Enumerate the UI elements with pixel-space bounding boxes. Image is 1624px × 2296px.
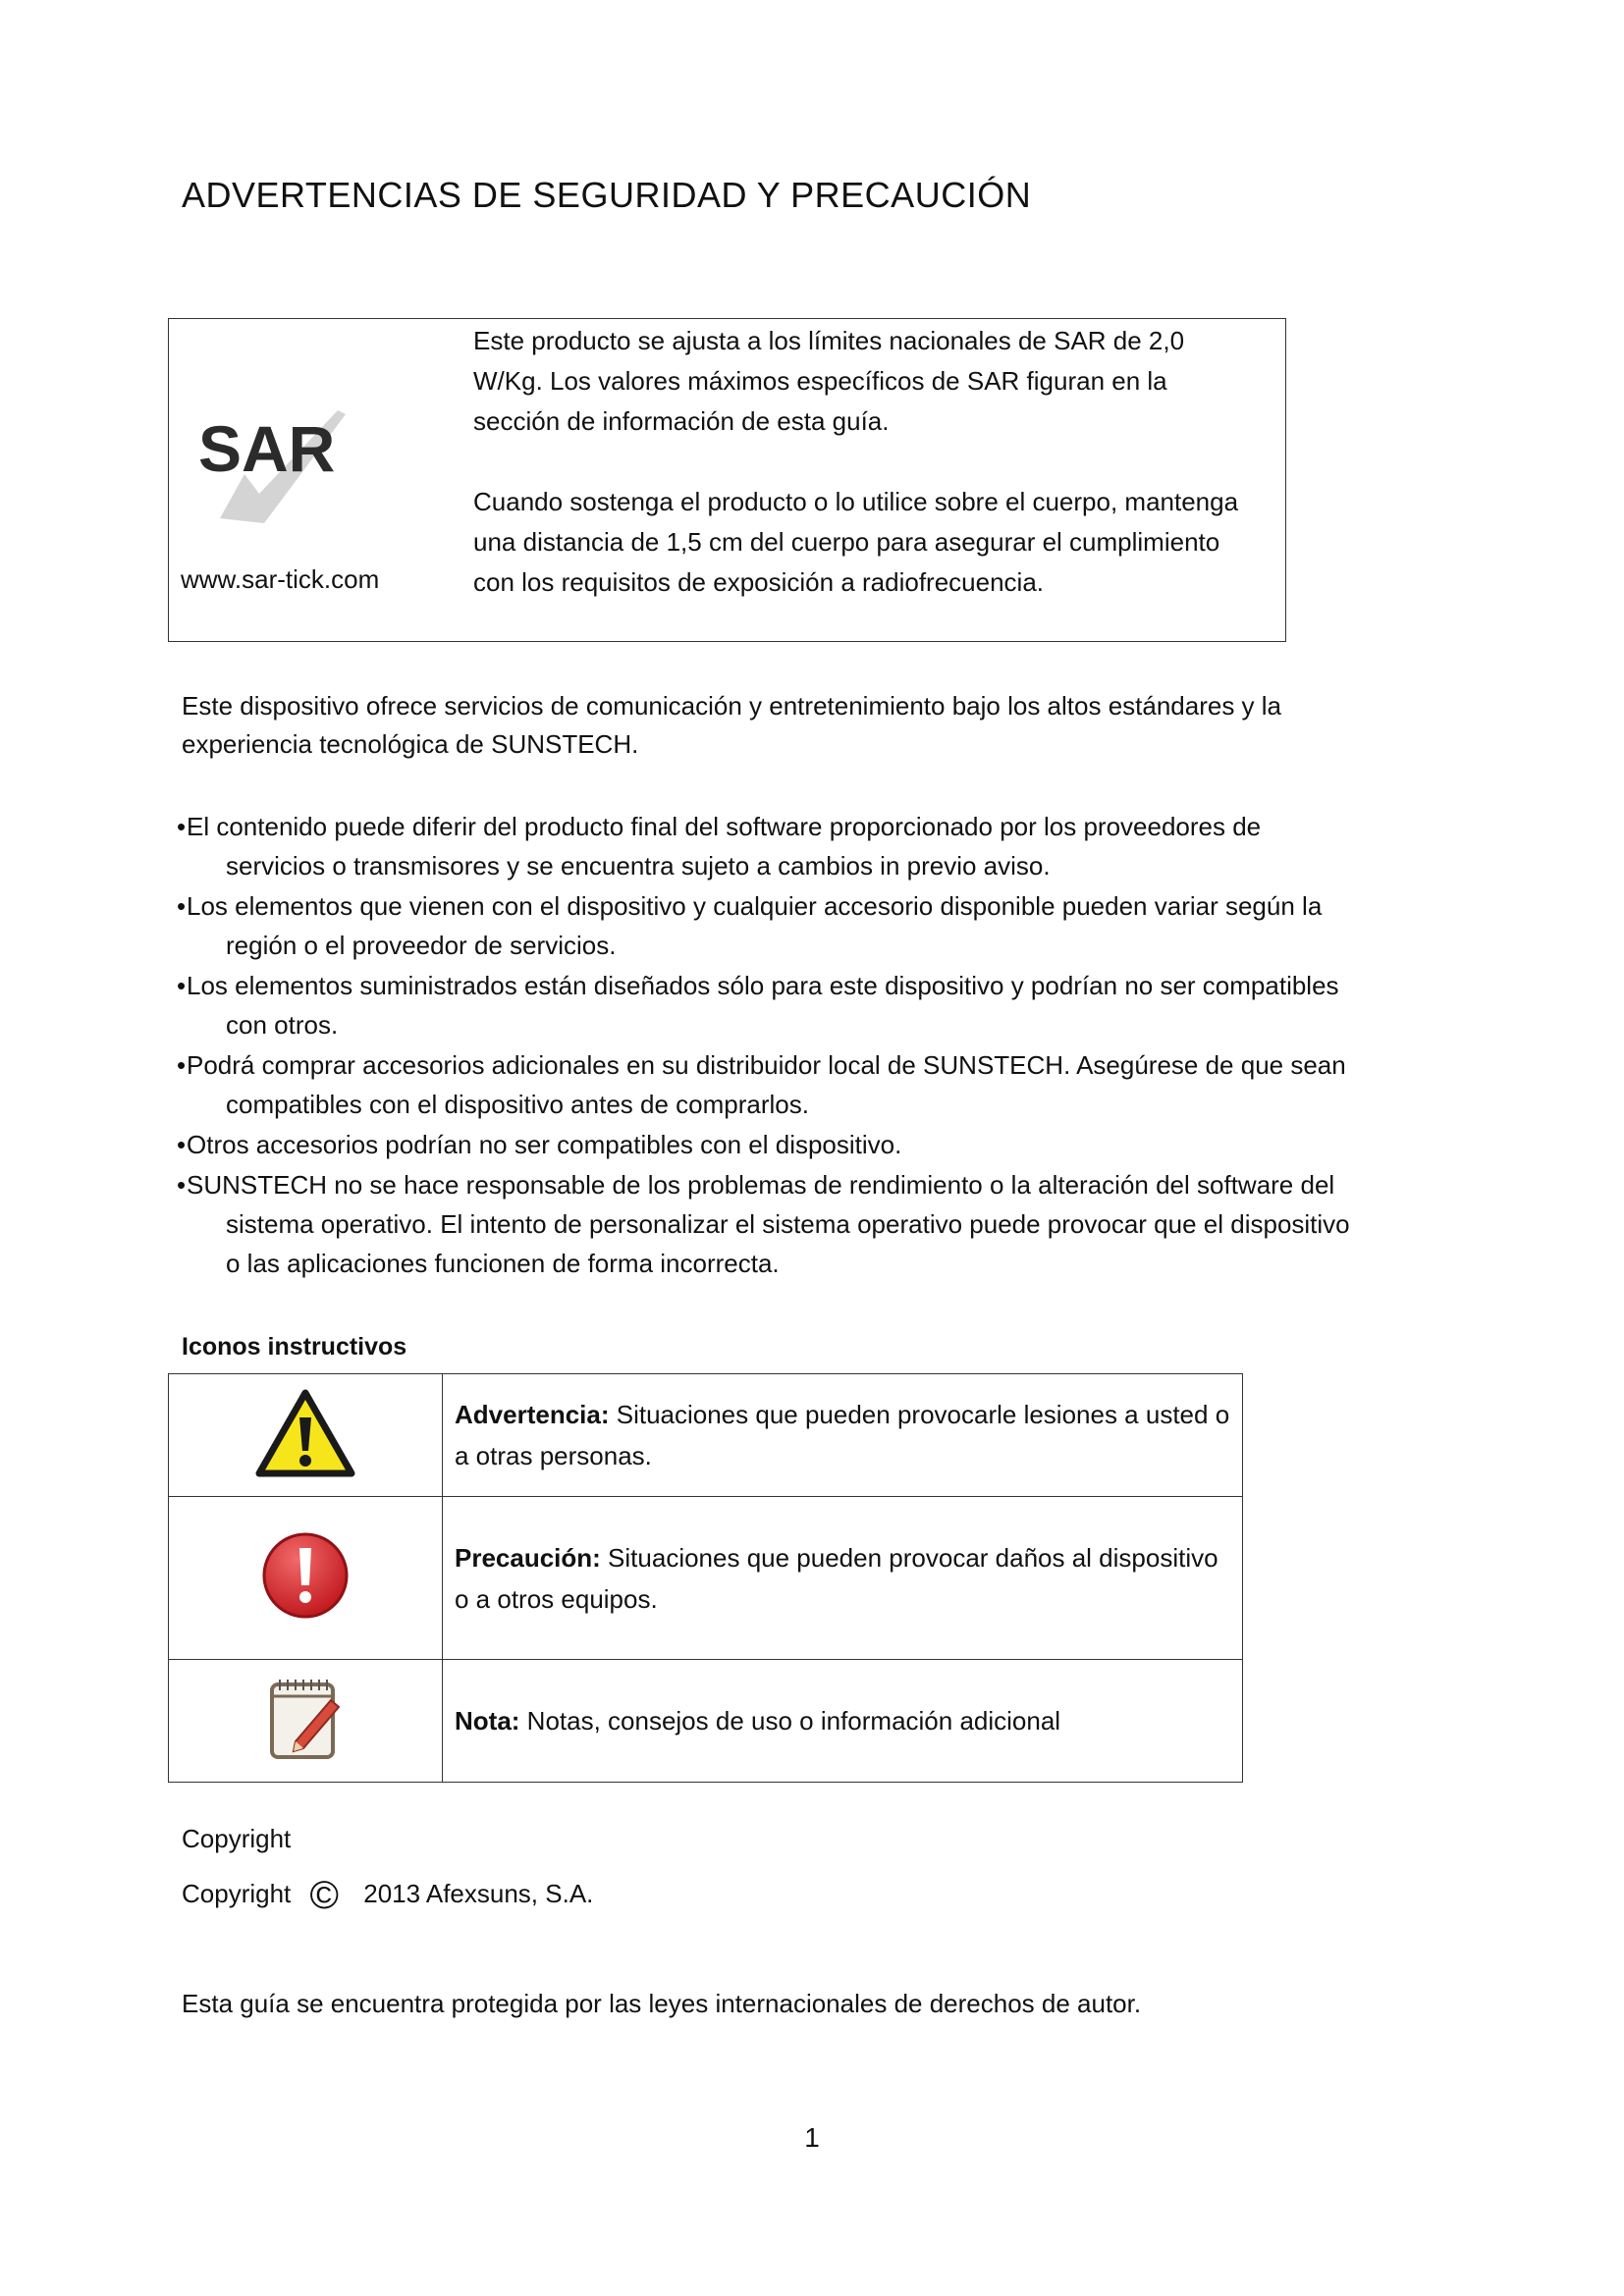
page-number: 1	[804, 2122, 820, 2153]
caution-text: Situaciones que pueden provocar daños al dispositivo o a otros equipos.	[455, 1542, 1218, 1614]
table-row	[169, 1497, 1243, 1660]
sar-logo-text: SAR	[198, 412, 336, 485]
copyright-holder: 2013 Afexsuns, S.A.	[363, 1879, 594, 1908]
icons-heading: Iconos instructivos	[182, 1333, 407, 1361]
copyright-note: Esta guía se encuentra protegida por las leyes internacionales de derechos de autor.	[182, 1989, 1142, 2018]
instructional-icons-table	[168, 1373, 1243, 1783]
list-item: • Los elementos que vienen con el dispositivo y cualquier accesorio disponible pueden variar según la región o el proveedor de servicios.	[177, 886, 1355, 965]
warning-label: Advertencia:	[455, 1400, 610, 1429]
note-description	[443, 1660, 1243, 1783]
note-label: Nota:	[455, 1706, 520, 1735]
table-row	[169, 1660, 1243, 1783]
note-text: Notas, consejos de uso o información adicional	[519, 1706, 1061, 1735]
copyright-line	[182, 1874, 593, 1918]
page-title: ADVERTENCIAS DE SEGURIDAD Y PRECAUCIÓN	[182, 175, 1032, 215]
sar-info-box	[168, 318, 1286, 642]
caution-label: Precaución:	[455, 1542, 601, 1573]
copyright-prefix: Copyright	[182, 1879, 292, 1908]
list-item: • SUNSTECH no se hace responsable de los problemas de rendimiento o la alteración del software del sistema operativo. El intento de personalizar el sistema operativo puede provocar que el dispositivo o las aplicaciones funcionen de forma incorrecta.	[177, 1165, 1355, 1283]
warning-description	[443, 1374, 1243, 1497]
list-item: • El contenido puede diferir del producto final del software proporcionado por los proveedores de servicios o transmisores y se encuentra sujeto a cambios in previo aviso.	[177, 807, 1355, 885]
copyright-symbol-icon: ©	[309, 1874, 339, 1917]
notice-list	[177, 807, 1355, 1284]
list-item: • Podrá comprar accesorios adicionales en su distribuidor local de SUNSTECH. Asegúrese de que sean compatibles con el dispositivo antes de comprarlos.	[177, 1045, 1355, 1124]
sar-description	[473, 321, 1259, 603]
intro-paragraph: Este dispositivo ofrece servicios de comunicación y entretenimiento bajo los altos estándares y la experiencia tecnológica de SUNSTECH.	[182, 691, 1282, 759]
caution-description	[443, 1497, 1243, 1660]
list-item: • Los elementos suministrados están diseñados sólo para este dispositivo y podrían no ser compatibles con otros.	[177, 966, 1355, 1044]
warning-triangle-icon	[254, 1388, 356, 1478]
warning-text: Situaciones que pueden provocarle lesiones a usted o a otras personas.	[455, 1400, 1230, 1470]
sar-url: www.sar-tick.com	[181, 564, 380, 594]
copyright-heading: Copyright	[182, 1824, 292, 1853]
sar-paragraph-distance: Cuando sostenga el producto o lo utilice sobre el cuerpo, mantenga una distancia de 1,5 cm del cuerpo para asegurar el cumplimiento con los requisitos de exposición a radiofrecuencia.	[473, 487, 1239, 597]
list-item: • Otros accesorios podrían no ser compatibles con el dispositivo.	[177, 1125, 1355, 1164]
table-row	[169, 1374, 1243, 1497]
note-pad-icon	[266, 1675, 345, 1763]
sar-tick-logo-icon	[190, 400, 357, 528]
caution-exclamation-icon	[260, 1530, 351, 1621]
sar-paragraph-limits: Este producto se ajusta a los límites nacionales de SAR de 2,0 W/Kg. Los valores máximos específicos de SAR figuran en la sección de información de esta guía.	[473, 326, 1185, 436]
